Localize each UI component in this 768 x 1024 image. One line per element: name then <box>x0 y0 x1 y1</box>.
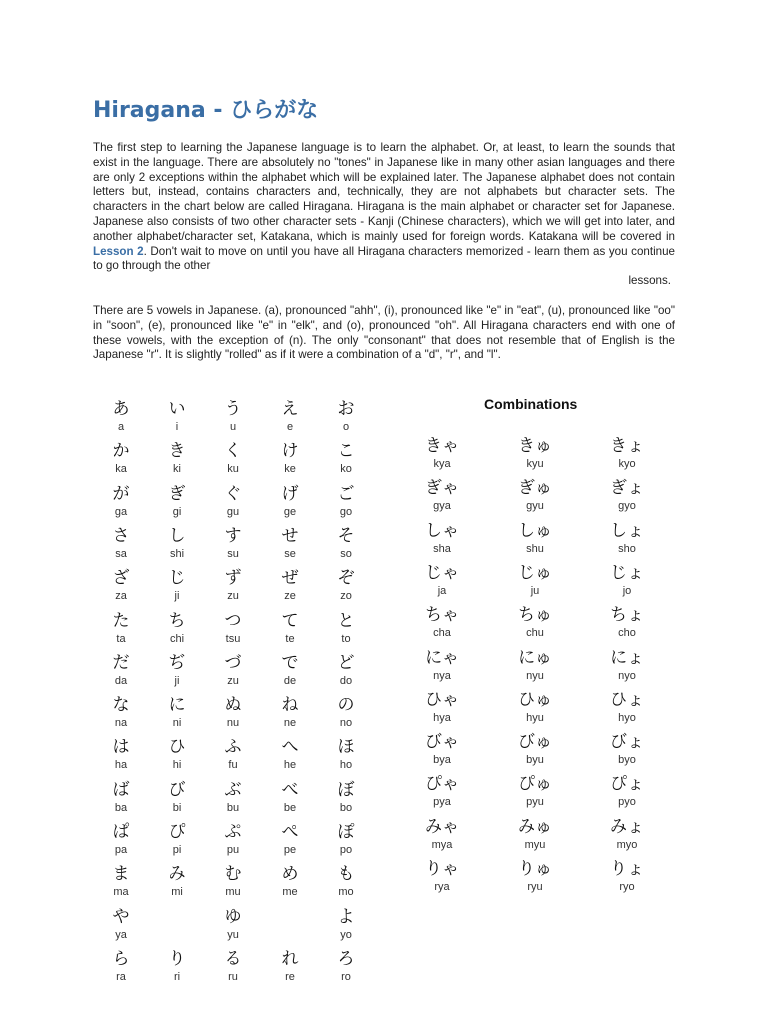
romaji-label: sha <box>433 542 451 555</box>
romaji-label: gu <box>226 505 240 518</box>
combination-cell <box>500 436 570 471</box>
kana-char: に <box>168 695 186 716</box>
romaji-label: gyo <box>618 500 636 513</box>
romaji-label: o <box>342 421 350 433</box>
kana-char: みゃ <box>425 816 459 837</box>
romaji-label: cho <box>618 627 636 640</box>
kana-char: にゃ <box>425 647 459 668</box>
kana-char: ろ <box>337 948 355 969</box>
romaji-label: ji <box>174 590 180 603</box>
romaji-label: fu <box>228 759 238 772</box>
kana-char: く <box>224 441 242 462</box>
romaji-label: pu <box>226 844 240 856</box>
romaji-label: su <box>227 547 239 560</box>
romaji-label: se <box>284 547 296 560</box>
romaji-label: ji <box>174 674 180 687</box>
combination-cell <box>407 648 477 683</box>
kana-char: ふ <box>224 737 242 758</box>
kana-char: きょ <box>610 436 644 456</box>
combination-cell <box>592 817 662 852</box>
kana-char: い <box>168 399 186 419</box>
kana-char: ぎゅ <box>518 478 552 499</box>
romaji-label: pe <box>283 844 297 856</box>
romaji-label: yo <box>340 928 352 941</box>
kana-char: は <box>112 737 130 758</box>
romaji-label: shi <box>169 547 185 560</box>
combination-cell <box>592 774 662 809</box>
combination-cell <box>592 436 662 471</box>
combination-cell <box>500 521 570 556</box>
romaji-label: nyo <box>618 669 636 682</box>
romaji-label: ru <box>228 970 238 983</box>
kana-char: ほ <box>337 737 355 758</box>
romaji-label: ro <box>341 970 351 983</box>
kana-char: さ <box>112 525 130 546</box>
romaji-label: ri <box>173 970 181 983</box>
kana-char: ぽ <box>337 822 355 842</box>
kana-char: ね <box>281 695 299 716</box>
romaji-label: me <box>282 886 298 899</box>
vowels-paragraph: There are 5 vowels in Japanese. (a), pronounced "ahh", (i), pronounced like "e" in "eat", (u), pronounced like "oo" in "soon", (e), pronounced like "e" in "elk", and (o), pronounced "oh". All Hiragana characters end with one of these vowels, with the exception of (n). The only "consonant" that does not resemble that of English is the Japanese "r". It is slightly "rolled" as if it were a combination of a "d", "r", and "l". <box>93 304 675 362</box>
kana-char: ぺ <box>281 822 299 842</box>
kana-char: あ <box>112 399 130 419</box>
kana-char: そ <box>337 525 355 546</box>
combination-cell <box>592 648 662 683</box>
romaji-label: zu <box>227 674 239 687</box>
kana-char: べ <box>281 779 299 800</box>
romaji-label: a <box>117 421 125 433</box>
romaji-label: u <box>229 421 237 433</box>
kana-char: み <box>168 864 186 885</box>
romaji-label: bo <box>339 801 353 814</box>
combination-cell <box>407 605 477 640</box>
romaji-label: rya <box>434 881 450 893</box>
romaji-label: pi <box>172 844 182 856</box>
romaji-label: za <box>115 590 127 603</box>
kana-char: ぢ <box>168 652 186 673</box>
combination-cell <box>500 648 570 683</box>
kana-char: か <box>112 441 130 462</box>
kana-char: ぎゃ <box>425 478 459 499</box>
combination-cell <box>407 774 477 809</box>
kana-char: びょ <box>610 732 644 753</box>
combination-cell <box>592 478 662 513</box>
romaji-label: he <box>283 759 297 772</box>
kana-char: ち <box>168 610 186 631</box>
combination-cell <box>500 774 570 809</box>
romaji-label: zo <box>340 590 352 603</box>
kana-char: で <box>281 652 299 673</box>
kana-char: みゅ <box>518 816 552 837</box>
combination-cell <box>500 478 570 513</box>
combination-cell <box>407 521 477 556</box>
romaji-label: ju <box>530 584 540 597</box>
kana-char: や <box>112 906 130 927</box>
kana-char: りゅ <box>518 859 552 879</box>
kana-char: よ <box>337 906 355 927</box>
kana-char: ざ <box>112 568 130 589</box>
romaji-label: jo <box>622 584 632 597</box>
romaji-label: yu <box>227 928 239 941</box>
romaji-label: gi <box>172 505 182 518</box>
romaji-label: tsu <box>225 632 241 645</box>
combination-cell <box>500 817 570 852</box>
kana-char: が <box>112 483 130 504</box>
romaji-label: kyo <box>618 458 636 470</box>
romaji-label: mi <box>171 886 183 899</box>
romaji-label: po <box>339 844 353 856</box>
kana-char: ぴ <box>168 822 186 842</box>
romaji-label: kyu <box>526 458 544 470</box>
romaji-label: sa <box>115 547 127 560</box>
kana-char: ず <box>224 568 242 589</box>
kana-char: ひゃ <box>425 689 459 710</box>
kana-char: じゅ <box>518 562 552 583</box>
kana-char: せ <box>281 525 299 546</box>
kana-char: な <box>112 695 130 716</box>
romaji-label: te <box>285 632 295 645</box>
romaji-label: bi <box>172 801 182 814</box>
romaji-label: ni <box>172 717 182 730</box>
combination-cell <box>407 732 477 767</box>
kana-char: ゆ <box>224 906 242 927</box>
combination-cell <box>592 732 662 767</box>
romaji-label: so <box>340 547 352 560</box>
romaji-label: ho <box>339 759 353 772</box>
kana-char: ぶ <box>224 779 242 800</box>
kana-char: びゅ <box>518 732 552 753</box>
romaji-label: i <box>175 421 179 433</box>
kana-char: きゃ <box>425 436 459 456</box>
romaji-label: ryo <box>619 881 635 893</box>
kana-char: だ <box>112 652 130 673</box>
romaji-label: nu <box>226 717 240 730</box>
romaji-label: ze <box>284 590 296 603</box>
romaji-label: nya <box>433 669 451 682</box>
page-title: Hiragana - ひらがな <box>93 98 319 123</box>
kana-char: つ <box>224 610 242 631</box>
combination-cell <box>592 563 662 598</box>
kana-char: じ <box>168 568 186 589</box>
combination-cell <box>407 563 477 598</box>
kana-char: しゃ <box>425 520 459 541</box>
kana-char: みょ <box>610 816 644 837</box>
romaji-label: hyu <box>526 711 544 724</box>
kana-char: へ <box>281 737 299 758</box>
romaji-label: myu <box>524 838 546 851</box>
romaji-label: mo <box>338 886 354 899</box>
romaji-label: mya <box>431 838 453 851</box>
kana-char: る <box>224 948 242 969</box>
combinations-title: Combinations <box>484 396 578 412</box>
combination-cell <box>407 436 477 471</box>
intro-text: The first step to learning the Japanese language is to learn the alphabet. Or, at least, to learn the sounds that exist in the language. There are absolutely no "tones" in Japanese like in many other asian languages and there are only 2 exceptions within the alphabet which will be explained later. The Japanese alphabet does not contain letters but, instead, contains characters and, technically, they are not alphabets but character sets. The characters in the chart below are called Hiragana. Hiragana is the main alphabet or character set for Japanese. Japanese also consists of two other character sets - Kanji (Chinese characters), which we will get into later, and another alphabet/character set, Katakana, which is mainly used for foreign words. Katakana will be covered in <box>93 141 675 243</box>
kana-char: ひゅ <box>518 689 552 710</box>
romaji-label: gyu <box>526 500 544 513</box>
lesson-2-link[interactable]: Lesson 2 <box>93 244 144 258</box>
kana-char: しゅ <box>518 520 552 541</box>
combination-cell <box>407 817 477 852</box>
romaji-label: ya <box>115 928 127 941</box>
romaji-label: ba <box>114 801 128 814</box>
kana-char: ぐ <box>224 483 242 504</box>
romaji-label: ka <box>115 463 127 476</box>
combination-cell <box>592 605 662 640</box>
kana-char: ば <box>112 779 130 800</box>
kana-char: びゃ <box>425 732 459 753</box>
kana-char: ぜ <box>281 568 299 589</box>
kana-char: け <box>281 441 299 462</box>
kana-char: ご <box>337 483 355 504</box>
kana-char: ひょ <box>610 689 644 710</box>
romaji-label: sho <box>618 542 636 555</box>
kana-char: こ <box>337 441 355 462</box>
romaji-label: hyo <box>618 711 636 724</box>
romaji-label: do <box>339 674 353 687</box>
kana-char: ぷ <box>224 822 242 842</box>
kana-char: ぬ <box>224 695 242 716</box>
kana-char: ちゃ <box>425 605 459 626</box>
romaji-label: bya <box>433 754 451 767</box>
romaji-label: no <box>339 717 353 730</box>
combination-cell <box>592 859 662 894</box>
romaji-label: ja <box>437 584 447 597</box>
romaji-label: nyu <box>526 669 544 682</box>
romaji-label: gya <box>433 500 451 513</box>
romaji-label: zu <box>227 590 239 603</box>
romaji-label: byo <box>618 754 636 767</box>
romaji-label: byu <box>526 754 544 767</box>
kana-char: ど <box>337 652 355 673</box>
romaji-label: ko <box>340 463 352 476</box>
romaji-label: cha <box>433 627 451 640</box>
kana-char: じゃ <box>425 562 459 583</box>
kana-char: ぴゃ <box>425 774 459 795</box>
kana-char: ぼ <box>337 779 355 800</box>
kana-char: の <box>337 695 355 716</box>
combination-cell <box>500 605 570 640</box>
combination-cell <box>592 690 662 725</box>
kana-char: た <box>112 610 130 631</box>
romaji-label: ne <box>283 717 297 730</box>
kana-char: ぴょ <box>610 774 644 795</box>
romaji-label: ma <box>113 886 129 899</box>
kana-char: す <box>224 525 242 546</box>
romaji-label: ke <box>284 463 296 476</box>
romaji-label: ryu <box>527 881 543 893</box>
romaji-label: ra <box>116 970 126 983</box>
intro-text-continued: . Don't wait to move on until you have all Hiragana characters memorized - learn them as you continue to go through the other <box>93 244 675 273</box>
combination-cell <box>407 859 477 894</box>
kana-char: ぞ <box>337 568 355 589</box>
combination-cell <box>500 690 570 725</box>
combination-cell <box>500 563 570 598</box>
kana-char: ひ <box>168 737 186 758</box>
combination-cell <box>500 859 570 894</box>
kana-char: れ <box>281 948 299 969</box>
kana-char: りょ <box>610 859 644 879</box>
romaji-label: go <box>339 505 353 518</box>
kana-char: りゃ <box>425 859 459 879</box>
romaji-label: da <box>114 674 128 687</box>
romaji-label: pyo <box>618 796 636 809</box>
romaji-label: chi <box>169 632 185 645</box>
romaji-label: bu <box>226 801 240 814</box>
kana-char: び <box>168 779 186 800</box>
kana-char: にょ <box>610 647 644 668</box>
romaji-label: re <box>285 970 295 983</box>
romaji-label: ku <box>227 463 239 476</box>
kana-char: も <box>337 864 355 885</box>
kana-char: ぎ <box>168 483 186 504</box>
romaji-label: kya <box>433 458 451 470</box>
romaji-label: pyu <box>526 796 544 809</box>
kana-char: ぎょ <box>610 478 644 499</box>
kana-char: ちゅ <box>518 605 552 626</box>
romaji-label: be <box>283 801 297 814</box>
kana-char: ま <box>112 864 130 885</box>
kana-char: め <box>281 864 299 885</box>
kana-char: お <box>337 399 355 419</box>
romaji-label: ge <box>283 505 297 518</box>
kana-char: む <box>224 864 242 885</box>
romaji-label: shu <box>526 542 544 555</box>
kana-char: きゅ <box>518 436 552 456</box>
romaji-label: ki <box>173 463 181 476</box>
kana-char: しょ <box>610 520 644 541</box>
intro-trailing-word: lessons. <box>628 274 671 288</box>
romaji-label: de <box>283 674 297 687</box>
kana-char: ぱ <box>112 822 130 842</box>
romaji-label: to <box>341 632 351 645</box>
kana-char: え <box>281 399 299 419</box>
combination-cell <box>500 732 570 767</box>
romaji-label: pya <box>433 796 451 809</box>
romaji-label: ga <box>114 505 128 518</box>
romaji-label: myo <box>616 838 638 851</box>
kana-char: り <box>168 948 186 969</box>
combination-cell <box>407 690 477 725</box>
kana-char: き <box>168 441 186 462</box>
kana-char: にゅ <box>518 647 552 668</box>
romaji-label: ta <box>116 632 126 645</box>
combination-cell <box>407 478 477 513</box>
kana-char: う <box>224 399 242 419</box>
romaji-label: na <box>114 717 128 730</box>
kana-char: と <box>337 610 355 631</box>
romaji-label: e <box>286 421 294 433</box>
romaji-label: pa <box>114 844 128 856</box>
kana-char: ちょ <box>610 605 644 626</box>
romaji-label: hya <box>433 711 451 724</box>
kana-char: げ <box>281 483 299 504</box>
romaji-label: ha <box>114 759 128 772</box>
romaji-label: hi <box>172 759 182 772</box>
kana-char: て <box>281 610 299 631</box>
kana-char: づ <box>224 652 242 673</box>
romaji-label: mu <box>225 886 241 899</box>
kana-char: ら <box>112 948 130 969</box>
romaji-label: chu <box>526 627 544 640</box>
kana-char: ぴゅ <box>518 774 552 795</box>
kana-char: じょ <box>610 562 644 583</box>
kana-char: し <box>168 525 186 546</box>
combination-cell <box>592 521 662 556</box>
